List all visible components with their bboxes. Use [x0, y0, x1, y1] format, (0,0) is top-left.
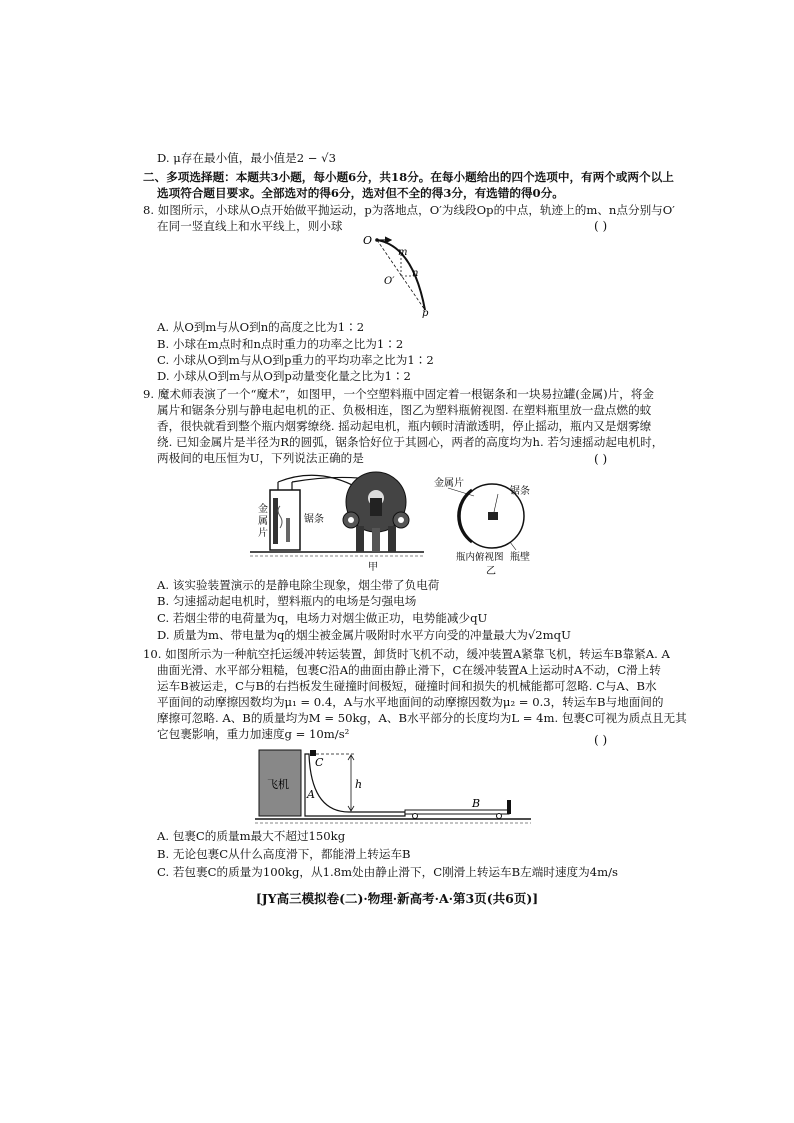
q9-option-b: B. 匀速摇动起电机时，塑料瓶内的电场是匀强电场: [157, 594, 417, 608]
point-p: p: [422, 308, 429, 318]
saw-label-2: 锯条: [510, 486, 530, 497]
q9-stem-2: 属片和锯条分别与静电起电机的正、负极相连，图乙为塑料瓶俯视图. 在塑料瓶里放一盘点燃的蚊: [157, 403, 652, 417]
buffer-a-label: A: [307, 788, 315, 801]
q8-stem-2: 在同一竖直线上和水平线上，则小球: [157, 219, 343, 233]
q7-option-d: D. μ存在最小值，最小值是2 − √3: [157, 151, 336, 165]
q8-stem-1: 8. 如图所示，小球从O点开始做平抛运动，p为落地点，O′为线段Op的中点，轨迹上的m、n点分别与O′: [143, 203, 675, 217]
q9-stem-1: 9. 魔术师表演了一个“魔术”，如图甲，一个空塑料瓶中固定着一根锯条和一块易拉罐(金属)片，将金: [143, 387, 654, 401]
q8-option-c: C. 小球从O到m与从O到p重力的平均功率之比为1∶2: [157, 353, 434, 367]
saw-label: 锯条: [304, 514, 324, 525]
q9-option-d: D. 质量为m、带电量为q的烟尘被金属片吸附时水平方向受的冲量最大为√2mqU: [157, 628, 571, 642]
fig-yi-label: 乙: [486, 566, 496, 577]
q10-stem-4: 平面间的动摩擦因数均为μ₁ = 0.4，A与水平地面间的动摩擦因数为μ₂ = 0.3，转运车B与地面间的: [157, 695, 664, 709]
q9-stem-4: 绕. 已知金属片是半径为R的圆弧，锯条恰好位于其圆心，两者的高度均为h. 若匀速摇动起电机时，: [157, 435, 664, 449]
q9-answer-paren: ( ): [594, 452, 608, 466]
plane-label: 飞机: [267, 778, 289, 791]
package-c-label: C: [315, 756, 324, 769]
q8-option-d: D. 小球从O到m与从O到p动量变化量之比为1∶2: [157, 369, 411, 383]
point-o-prime: O′: [384, 276, 395, 287]
q10-figure: [255, 744, 535, 826]
q9-stem-3: 香，很快就看到整个瓶内烟雾缭绕. 摇动起电机，瓶内顿时清澈透明，停止摇动，瓶内又是烟雾缭: [157, 419, 652, 433]
point-n: n: [412, 268, 419, 279]
metal-label-v1: 金: [258, 504, 268, 515]
q9-stem-5: 两极间的电压恒为U，下列说法正确的是: [157, 451, 364, 465]
q8-figure: [355, 228, 445, 318]
q9-option-c: C. 若烟尘带的电荷量为q，电场力对烟尘做正功，电势能减少qU: [157, 611, 488, 625]
point-o: O: [363, 234, 373, 247]
section2-heading: 二、多项选择题：本题共3小题，每小题6分，共18分。在每小题给出的四个选项中，有两个或两个以上: [143, 170, 674, 184]
q10-answer-paren: ( ): [594, 733, 608, 747]
metal-label-v3: 片: [258, 528, 268, 539]
height-label: h: [355, 778, 363, 791]
q10-option-c: C. 若包裹C的质量为100kg，从1.8m处由静止滑下，C刚滑上转运车B左端时速度为4m/s: [157, 865, 618, 879]
q9-figure: [248, 468, 558, 578]
section2-heading-cont: 选项符合题目要求。全部选对的得6分，选对但不全的得3分，有选错的得0分。: [157, 186, 564, 200]
point-m: m: [398, 247, 408, 258]
q10-stem-3: 运车B被运走，C与B的右挡板发生碰撞时间极短，碰撞时间和损失的机械能都可忽略. C与A、B水: [157, 679, 657, 693]
topview-label: 瓶内俯视图: [456, 552, 504, 563]
q10-stem-2: 曲面光滑、水平部分粗糙，包裹C沿A的曲面由静止滑下，C在缓冲装置A上运动时A不动，C滑上转: [157, 663, 661, 677]
q10-option-a: A. 包裹C的质量m最大不超过150kg: [157, 829, 346, 843]
metal-label-2: 金属片: [434, 478, 464, 489]
page-footer: [JY高三模拟卷(二)·物理·新高考·A·第3页(共6页)]: [255, 891, 539, 906]
cart-b-label: B: [472, 797, 481, 810]
q8-answer-paren: ( ): [594, 219, 608, 233]
fig-jia-label: 甲: [368, 562, 378, 573]
wall-label: 瓶壁: [510, 552, 530, 563]
q10-option-b: B. 无论包裹C从什么高度滑下，都能滑上转运车B: [157, 847, 411, 861]
q10-stem-6: 它包裹影响，重力加速度g = 10m/s²: [157, 727, 350, 741]
q8-option-b: B. 小球在m点时和n点时重力的功率之比为1∶2: [157, 337, 404, 351]
q10-stem-5: 摩擦可忽略. A、B的质量均为M = 50kg，A、B水平部分的长度均为L = 4m. 包裹C可视为质点且无其: [157, 711, 687, 725]
q10-stem-1: 10. 如图所示为一种航空托运缓冲转运装置，卸货时飞机不动，缓冲装置A紧靠飞机，转运车B靠紧A. A: [143, 647, 670, 661]
q8-option-a: A. 从O到m与从O到n的高度之比为1∶2: [157, 320, 365, 334]
metal-label-v2: 属: [258, 516, 268, 527]
q9-option-a: A. 该实验装置演示的是静电除尘现象，烟尘带了负电荷: [157, 578, 440, 592]
